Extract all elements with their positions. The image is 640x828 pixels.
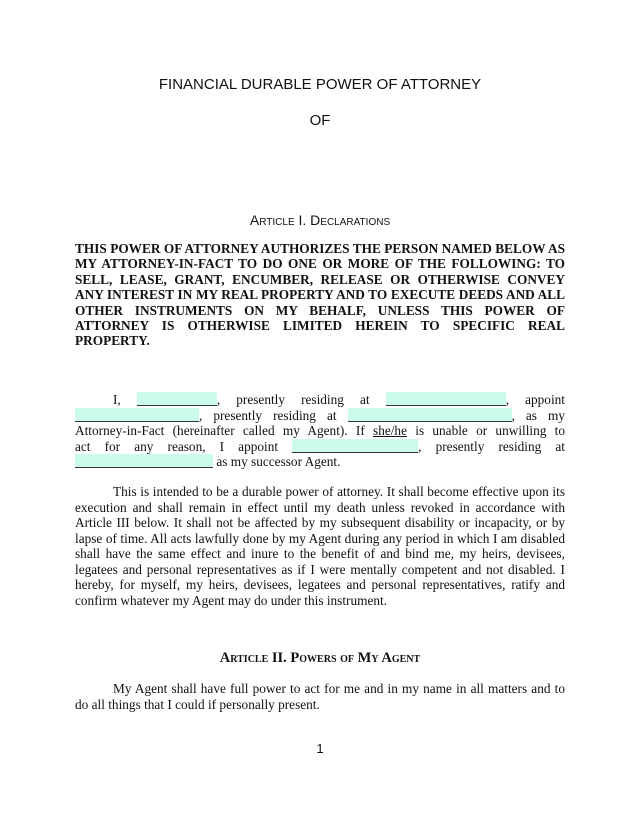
appointment-line-5: as my successor Agent. bbox=[75, 454, 565, 470]
appointment-paragraph bbox=[75, 392, 565, 470]
document-title: FINANCIAL DURABLE POWER OF ATTORNEY bbox=[158, 76, 482, 93]
durable-paragraph: This is intended to be a durable power of attorney. It shall become effective upon its execution and shall remain in effect until my death unless revoked in accordance with Article III below. It shall not be affected by my subsequent disability or incapacity, or by lapse of time. All acts lawfully done by my Agent during any period in which I am disabled shall have the same effect and inure to the benefit of and bind me, my heirs, devisees, legatees and personal representatives as if I were mentally competent and not disabled. I hereby, for myself, my heirs, devisees, legatees and personal representatives, ratify and confirm whatever my Agent may do under this instrument. bbox=[75, 484, 565, 608]
agent-address-field[interactable] bbox=[348, 408, 512, 422]
agent-name-field[interactable] bbox=[75, 408, 199, 422]
appointment-line-2: , presently residing at , as my bbox=[75, 408, 565, 424]
powers-paragraph: My Agent shall have full power to act for me and in my name in all matters and to do all things that I could if personally present. bbox=[75, 681, 565, 712]
warning-statement: THIS POWER OF ATTORNEY AUTHORIZES THE PERSON NAMED BELOW AS MY ATTORNEY-IN-FACT TO DO ONE OR MORE OF THE FOLLOWING: TO SELL, LEASE, GRANT, ENCUMBER, RELEASE OR OTHERWISE CONVEY ANY INTEREST IN MY REAL PROPERTY AND TO EXECUTE DEEDS AND ALL OTHER INSTRUMENTS ON MY BEHALF, UNLESS THIS POWER OF ATTORNEY IS OTHERWISE LIMITED HEREIN TO SPECIFIC REAL PROPERTY. bbox=[75, 241, 565, 349]
appointment-line-3: Attorney-in-Fact (hereinafter called my Agent). If she/he is unable or unwilling to bbox=[75, 423, 565, 438]
appointment-line-4: act for any reason, I appoint , presently residing at bbox=[75, 438, 565, 454]
principal-name-field[interactable] bbox=[137, 392, 217, 406]
article-1-heading: Article I. Declarations bbox=[249, 212, 391, 228]
appointment-line-1: I, , presently residing at , appoint bbox=[113, 392, 565, 407]
article-2-heading: Article II. Powers of My Agent bbox=[219, 650, 421, 666]
document-title-of: OF bbox=[309, 112, 331, 129]
successor-name-field[interactable] bbox=[292, 439, 418, 453]
successor-address-field[interactable] bbox=[75, 454, 213, 468]
page-number: 1 bbox=[316, 741, 324, 756]
principal-address-field[interactable] bbox=[386, 392, 506, 406]
